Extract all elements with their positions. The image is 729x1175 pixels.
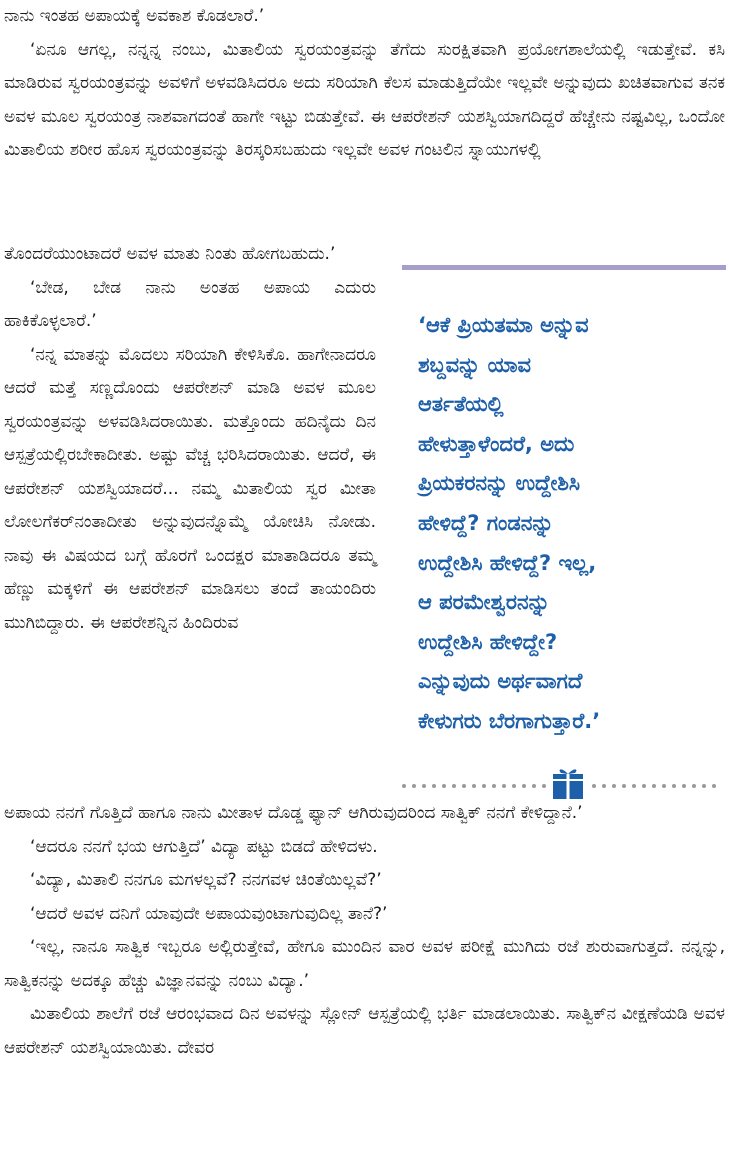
- separator-dot: [512, 784, 516, 788]
- pull-quote-line: ಹೇಳಿದ್ದೆ? ಗಂಡನನ್ನು: [418, 510, 554, 535]
- separator-dot: [422, 784, 426, 788]
- pull-quote-line: ಆರ್ತತೆಯಲ್ಲಿ: [418, 392, 504, 417]
- paragraph: ‘ಆದರೂ ನನಗೆ ಭಯ ಆಗುತ್ತಿದೆ’ ವಿದ್ಯಾ ಪಟ್ಟು ಬಿಡದೆ ಹೇಳಿದಳು.: [30, 836, 378, 857]
- separator-dot: [502, 784, 506, 788]
- pull-quote-line: ಎನ್ನುವುದು ಅರ್ಥವಾಗದೆ: [418, 669, 583, 694]
- separator-dot: [622, 784, 626, 788]
- pull-quote-top-rule: [402, 265, 726, 270]
- top-text-block: [4, 0, 725, 168]
- separator-dot: [632, 784, 636, 788]
- separator-dot: [532, 784, 536, 788]
- separator-dot: [662, 784, 666, 788]
- separator-dot: [692, 784, 696, 788]
- separator-dot: [682, 784, 686, 788]
- pull-quote-line: ಉದ್ದೇಶಿಸಿ ಹೇಳಿದ್ದೆ? ಇಲ್ಲ,: [418, 550, 597, 575]
- separator-dot: [482, 784, 486, 788]
- separator-dot: [642, 784, 646, 788]
- separator-dot: [492, 784, 496, 788]
- paragraph-continuation: ತೊಂದರೆಯುಂಟಾದರೆ ಅವಳ ಮಾತು ನಿಂತು ಹೋಗಬಹುದು.’: [4, 244, 336, 264]
- separator-dot: [602, 784, 606, 788]
- separator-dot: [672, 784, 676, 788]
- paragraph: ಮಿತಾಲಿಯ ಶಾಲೆಗೆ ರಜೆ ಆರಂಭವಾದ ದಿನ ಅವಳನ್ನು ಸ್ಲೋನ್ ಆಸ್ಪತ್ರೆಯಲ್ಲಿ ಭರ್ತಿ ಮಾಡಲಾಯಿತು. ಸಾತ್ವಿಕ್‌ನ ವೀಕ್ಷಣೆಯಡಿ ಅವಳ ಆಪರೇಶನ್ ಯಶಸ್ವಿಯಾಯಿತು. ದೇವರ: [4, 1004, 725, 1058]
- paragraph: ‘ಇಲ್ಲ, ನಾನೂ ಸಾತ್ವಿಕ ಇಬ್ಬರೂ ಅಲ್ಲಿರುತ್ತೇವೆ, ಹೇಗೂ ಮುಂದಿನ ವಾರ ಅವಳ ಪರೀಕ್ಷೆ ಮುಗಿದು ರಜೆ ಶುರುವಾಗುತ್ತದೆ. ನನ್ನನ್ನು, ಸಾತ್ವಿಕನನ್ನು ಅದಕ್ಕೂ ಹೆಚ್ಚು ವಿಜ್ಞಾನವನ್ನು ನಂಬು ವಿದ್ಯಾ.’: [4, 937, 725, 991]
- separator-dot: [462, 784, 466, 788]
- separator-dot: [702, 784, 706, 788]
- pull-quote-line: ಶಬ್ದವನ್ನು ಯಾವ: [418, 352, 532, 377]
- separator-dot: [452, 784, 456, 788]
- left-column: [4, 238, 376, 640]
- separator-dot: [542, 784, 546, 788]
- gift-icon: [552, 766, 584, 800]
- pull-quote-line: ಹೇಳುತ್ತಾಳೆಂದರೆ, ಅದು: [418, 431, 575, 456]
- separator-dot: [712, 784, 716, 788]
- pull-quote-line: ‘ಆಕೆ ಪ್ರಿಯತಮಾ ಅನ್ನುವ: [418, 313, 589, 337]
- pull-quote: [418, 306, 726, 742]
- separator-dot: [412, 784, 416, 788]
- pull-quote-line: ಪ್ರಿಯಕರನನ್ನು ಉದ್ದೇಶಿಸಿ: [418, 471, 581, 496]
- separator-dot: [652, 784, 656, 788]
- paragraph: ‘ಬೇಡ, ಬೇಡ ನಾನು ಅಂತಹ ಅಪಾಯ ಎದುರು ಹಾಕಿಕೊಳ್ಳಲಾರೆ.’: [4, 277, 376, 331]
- separator-dot: [472, 784, 476, 788]
- pull-quote-line: ಉದ್ದೇಶಿಸಿ ಹೇಳಿದ್ದೇ?: [418, 629, 558, 654]
- paragraph: ‘ಆದರೆ ಅವಳ ದನಿಗೆ ಯಾವುದೇ ಅಪಾಯವುಂಟಾಗುವುದಿಲ್ಲ ತಾನೆ?’: [30, 903, 388, 924]
- separator-dot: [522, 784, 526, 788]
- separator-dot: [442, 784, 446, 788]
- magazine-page: [4, 0, 725, 1175]
- separator-dot: [402, 784, 406, 788]
- paragraph: ‘ನನ್ನ ಮಾತನ್ನು ಮೊದಲು ಸರಿಯಾಗಿ ಕೇಳಿಸಿಕೊ. ಹಾಗೇನಾದರೂ ಆದರೆ ಮತ್ತೆ ಸಣ್ಣದೊಂದು ಆಪರೇಶನ್ ಮಾಡಿ ಅವಳ ಮೂಲ ಸ್ವರಯಂತ್ರವನ್ನು ಅಳವಡಿಸಿದರಾಯಿತು. ಮತ್ತೊಂದು ಹದಿನೈದು ದಿನ ಆಸ್ಪತ್ರೆಯಲ್ಲಿರಬೇಕಾದೀತು. ಅಷ್ಟು ವೆಚ್ಚ ಭರಿಸಿದರಾಯಿತು. ಆದರೆ, ಈ ಆಪರೇಶನ್ ಯಶಸ್ವಿಯಾದರೆ... ನಮ್ಮ ಮಿತಾಲಿಯ ಸ್ವರ ಮೀತಾ ಲೋಲಗೆಕರ್‌ನಂತಾದೀತು ಅನ್ನುವುದನ್ನೊಮ್ಮೆ ಯೋಚಿಸಿ ನೋಡು. ನಾವು ಈ ವಿಷಯದ ಬಗ್ಗೆ ಹೊರಗೆ ಒಂದಕ್ಷರ ಮಾತಾಡಿದರೂ ತಮ್ಮ ಹೆಣ್ಣು ಮಕ್ಕಳಿಗೆ ಈ ಆಪರೇಶನ್ ಮಾಡಿಸಲು ತಂದೆ ತಾಯಂದಿರು ಮುಗಿಬಿದ್ದಾರು. ಈ ಆಪರೇಶನ್ನಿನ ಹಿಂದಿರುವ: [4, 344, 376, 633]
- paragraph-continuation: ನಾನು ಇಂತಹ ಅಪಾಯಕ್ಕೆ ಅವಕಾಶ ಕೊಡಲಾರೆ.’: [4, 6, 265, 26]
- separator-dot: [432, 784, 436, 788]
- pull-quote-line: ಆ ಪರಮೇಶ್ವರನನ್ನು: [418, 590, 550, 615]
- paragraph: ‘ವಿದ್ಯಾ, ಮಿತಾಲಿ ನನಗೂ ಮಗಳಲ್ಲವೆ? ನನಗವಳ ಚಿಂತೆಯಿಲ್ಲವೆ?’: [30, 870, 382, 890]
- separator-dot: [592, 784, 596, 788]
- paragraph: ‘ಏನೂ ಆಗಲ್ಲ, ನನ್ನನ್ನ ನಂಬು, ಮಿತಾಲಿಯ ಸ್ವರಯಂತ್ರವನ್ನು ತೆಗೆದು ಸುರಕ್ಷಿತವಾಗಿ ಪ್ರಯೋಗಶಾಲೆಯಲ್ಲಿ ಇಡುತ್ತೇವೆ. ಕಸಿ ಮಾಡಿರುವ ಸ್ವರಯಂತ್ರವನ್ನು ಅವಳಿಗೆ ಅಳವಡಿಸಿದರೂ ಅದು ಸರಿಯಾಗಿ ಕೆಲಸ ಮಾಡುತ್ತಿದೆಯೇ ಇಲ್ಲವೇ ಅನ್ನುವುದು ಖಚಿತವಾಗುವ ತನಕ ಅವಳ ಮೂಲ ಸ್ವರಯಂತ್ರ ನಾಶವಾಗದಂತೆ ಹಾಗೇ ಇಟ್ಟು ಬಿಡುತ್ತೇವೆ. ಈ ಆಪರೇಶನ್ ಯಶಸ್ವಿಯಾಗದಿದ್ದರೆ ಹೆಚ್ಚೇನು ನಷ್ಟವಿಲ್ಲ, ಒಂದೋ ಮಿತಾಲಿಯ ಶರೀರ ಹೊಸ ಸ್ವರಯಂತ್ರವನ್ನು ತಿರಸ್ಕರಿಸಬಹುದು ಇಲ್ಲವೇ ಅವಳ ಗಂಟಲಿನ ಸ್ನಾಯುಗಳಲ್ಲಿ: [4, 39, 725, 160]
- bottom-text-block: [4, 797, 725, 1065]
- separator-dot: [612, 784, 616, 788]
- pull-quote-line: ಕೇಳುಗರು ಬೆರಗಾಗುತ್ತಾರೆ.’: [418, 708, 601, 733]
- paragraph-continuation: ಅಪಾಯ ನನಗೆ ಗೊತ್ತಿದೆ ಹಾಗೂ ನಾನು ಮೀತಾಳ ದೊಡ್ಡ ಫ್ಯಾನ್ ಆಗಿರುವುದರಿಂದ ಸಾತ್ವಿಕ್ ನನಗೆ ಕೇಳಿದ್ದಾನೆ.’: [4, 803, 583, 823]
